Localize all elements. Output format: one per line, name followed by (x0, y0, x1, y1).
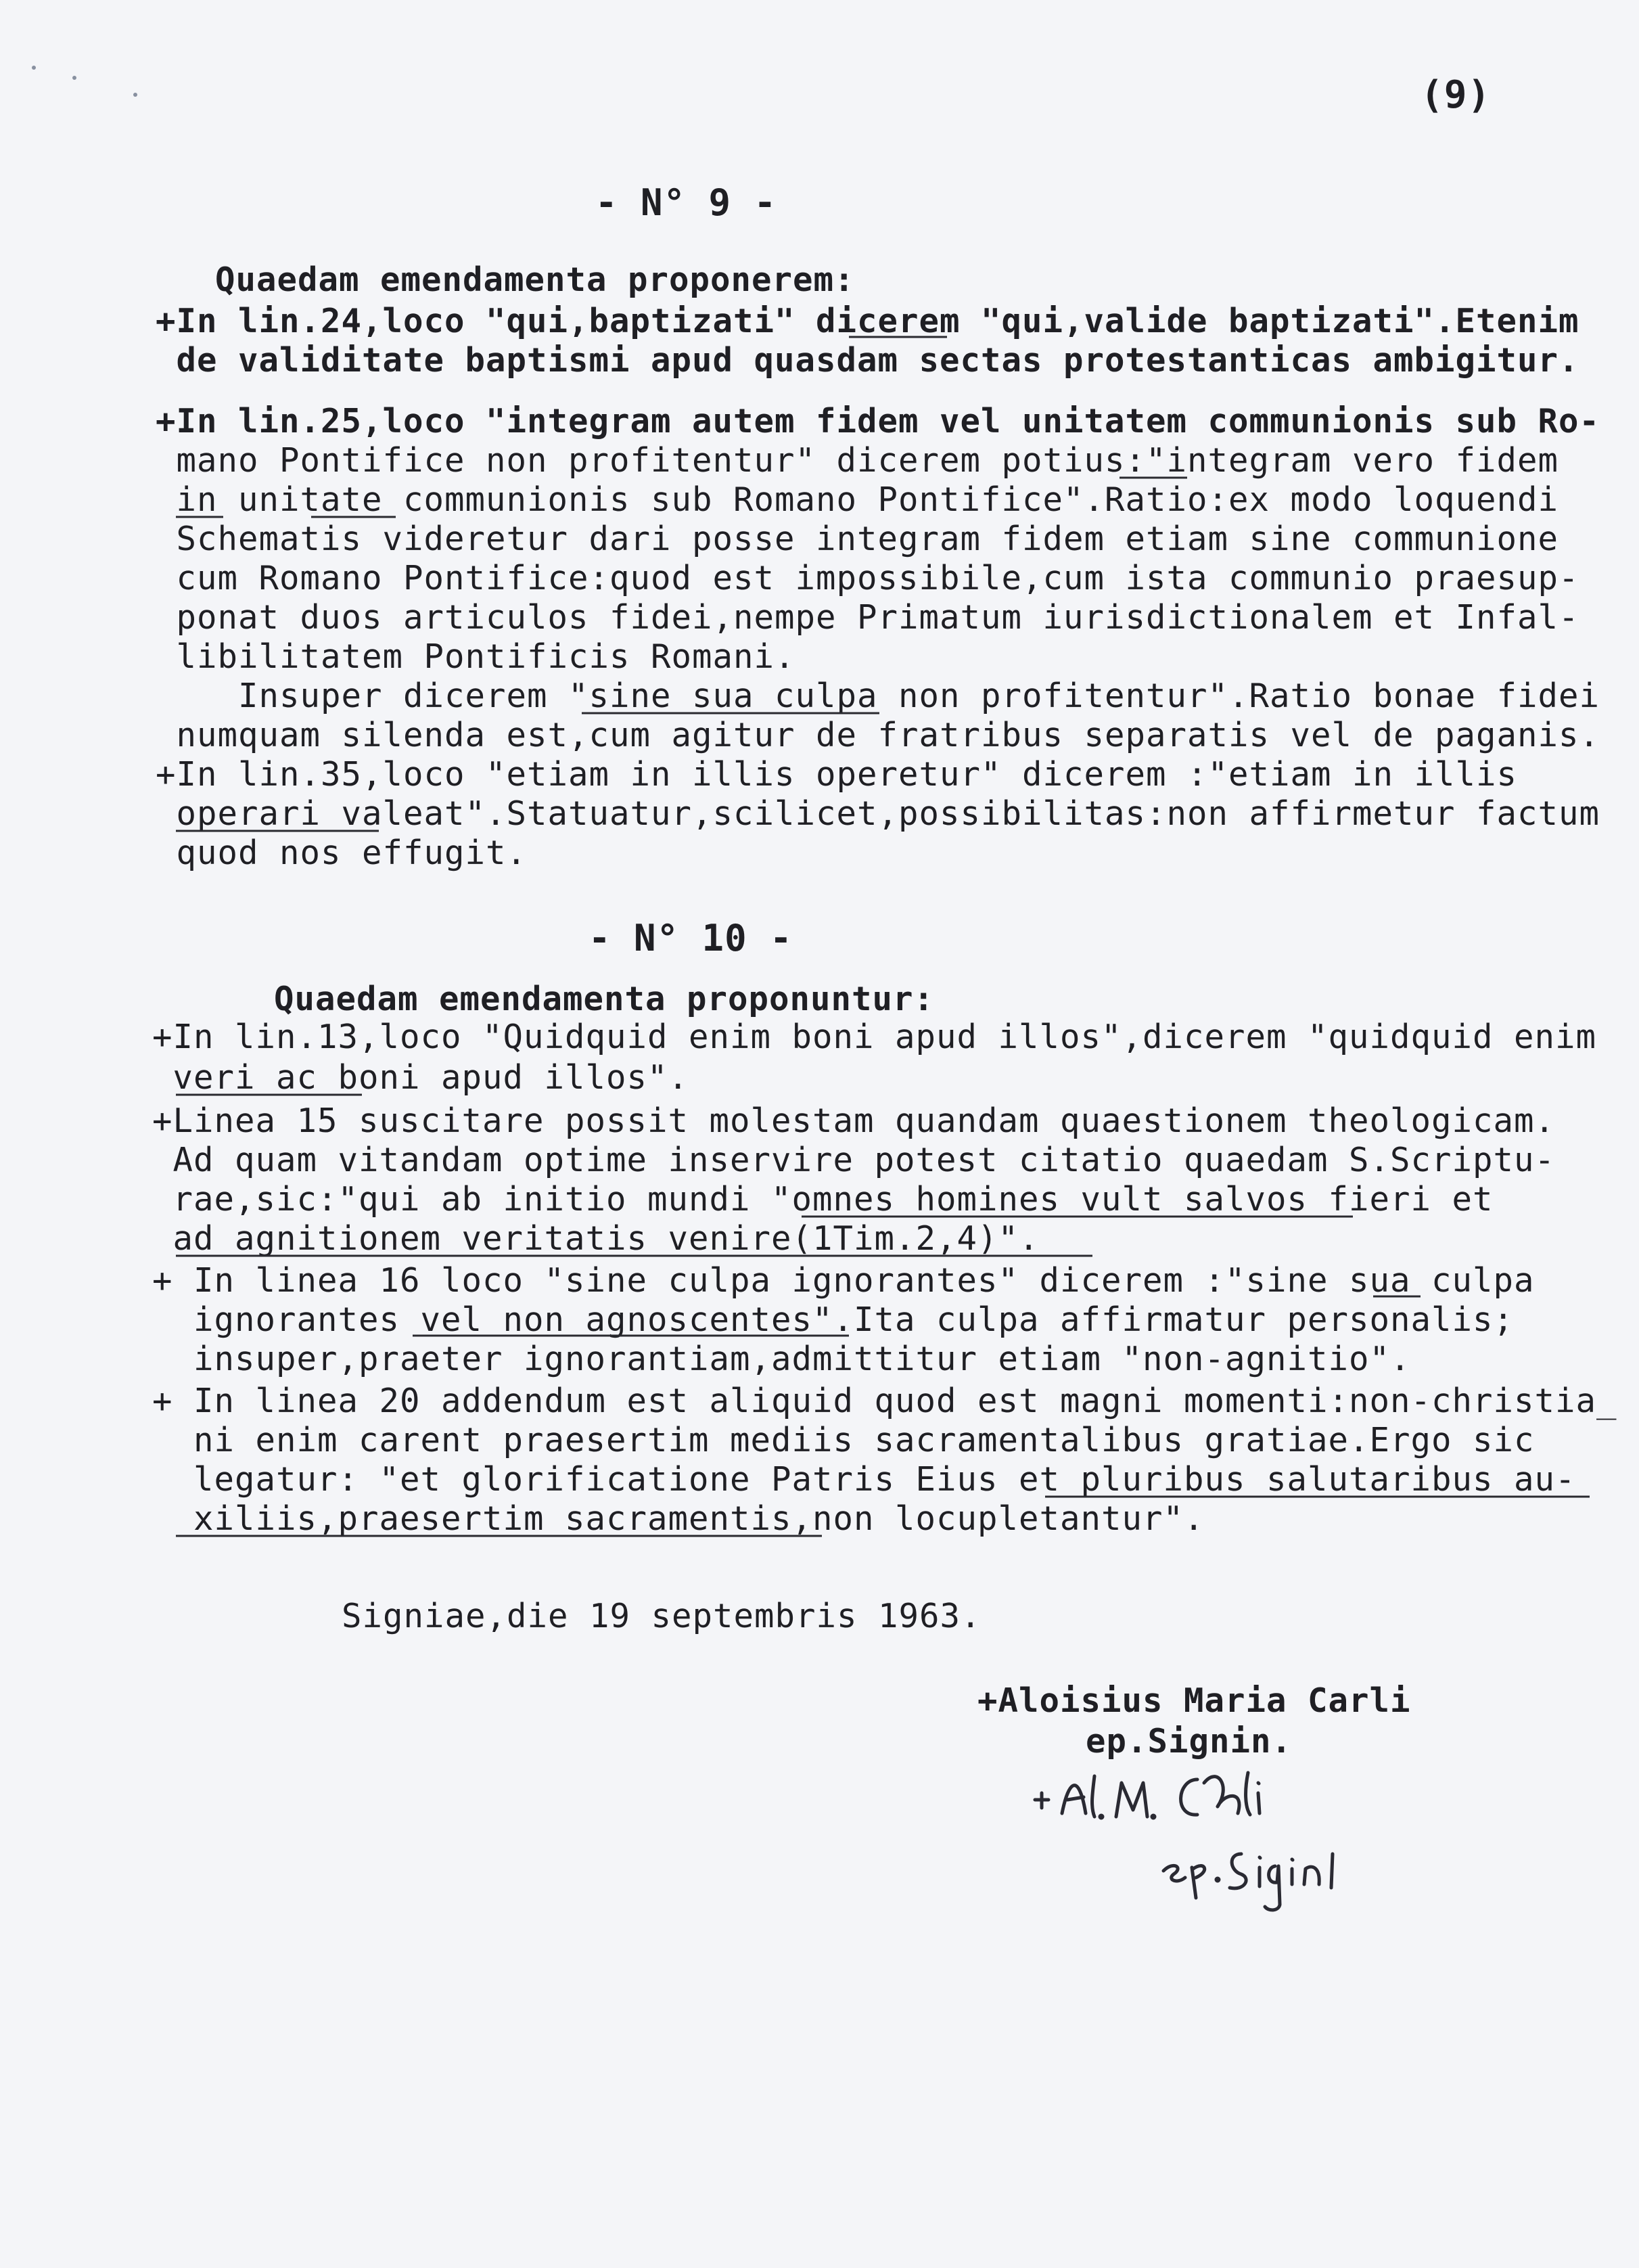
text-line: +Linea 15 suscitare possit molestam quandam quaestionem theologicam. (152, 1102, 1556, 1140)
section-title: - N° 10 - (588, 917, 793, 959)
text-line: ni enim carent praesertim mediis sacramentalibus gratiae.Ergo sic (152, 1421, 1535, 1459)
text-line: libilitatem Pontificis Romani. (156, 637, 795, 676)
text-line: xiliis,praesertim sacramentis,non locupletantur". (152, 1499, 1205, 1538)
text-line: ad agnitionem veritatis venire(1Tim.2,4)". (152, 1219, 1040, 1258)
text-line: +In lin.25,loco "integram autem fidem vel unitatem communionis sub Ro- (156, 402, 1600, 440)
signatory-name: +Aloisius Maria Carli (977, 1681, 1411, 1720)
section-intro: Quaedam emendamenta proponuntur: (274, 980, 935, 1018)
text-line: in unitate communionis sub Romano Pontifice".Ratio:ex modo loquendi (156, 480, 1559, 519)
handwritten-signature (1015, 1752, 1366, 1915)
text-line: quod nos effugit. (156, 834, 528, 872)
text-line: +In lin.24,loco "qui,baptizati" dicerem "qui,valide baptizati".Etenim (156, 302, 1579, 340)
text-line: ignorantes vel non agnoscentes".Ita culpa affirmatur personalis; (152, 1300, 1515, 1339)
text-line: +In lin.13,loco "Quidquid enim boni apud illos",dicerem "quidquid enim (152, 1018, 1597, 1056)
text-line: ponat duos articulos fidei,nempe Primatum iurisdictionalem et Infal- (156, 598, 1579, 637)
text-line: Schematis videretur dari posse integram fidem etiam sine communione (156, 520, 1559, 558)
signatory-title: ep.Signin. (1086, 1722, 1293, 1761)
text-line: veri ac boni apud illos". (152, 1058, 689, 1097)
text-line: +In lin.35,loco "etiam in illis operetur" dicerem :"etiam in illis (156, 755, 1518, 794)
page-number: (9) (1421, 73, 1492, 117)
text-line: + In linea 16 loco "sine culpa ignorantes" dicerem :"sine sua culpa (152, 1261, 1535, 1300)
text-line: de validitate baptismi apud quasdam sectas protestanticas ambigitur. (156, 341, 1579, 380)
dateline: Signiae,die 19 septembris 1963. (342, 1597, 982, 1635)
text-line: Ad quam vitandam optime inservire potest citatio quaedam S.Scriptu- (152, 1141, 1556, 1179)
section-intro: Quaedam emendamenta proponerem: (215, 260, 855, 299)
text-line: numquam silenda est,cum agitur de fratribus separatis vel de paganis. (156, 716, 1600, 754)
text-line: cum Romano Pontifice:quod est impossibile,cum ista communio praesup- (156, 559, 1579, 597)
text-line: + In linea 20 addendum est aliquid quod est magni momenti:non-christia_ (152, 1382, 1617, 1420)
text-line: rae,sic:"qui ab initio mundi "omnes homines vult salvos fieri et (152, 1180, 1494, 1219)
text-line: mano Pontifice non profitentur" dicerem potius:"integram vero fidem (156, 441, 1559, 480)
text-line: Insuper dicerem "sine sua culpa non profitentur".Ratio bonae fidei (156, 677, 1600, 715)
text-line: operari valeat".Statuatur,scilicet,possibilitas:non affirmetur factum (156, 794, 1600, 833)
section-title: - N° 9 - (595, 181, 777, 224)
text-line: insuper,praeter ignorantiam,admittitur etiam "non-agnitio". (152, 1340, 1411, 1378)
text-line: legatur: "et glorificatione Patris Eius et pluribus salutaribus au- (152, 1460, 1576, 1499)
